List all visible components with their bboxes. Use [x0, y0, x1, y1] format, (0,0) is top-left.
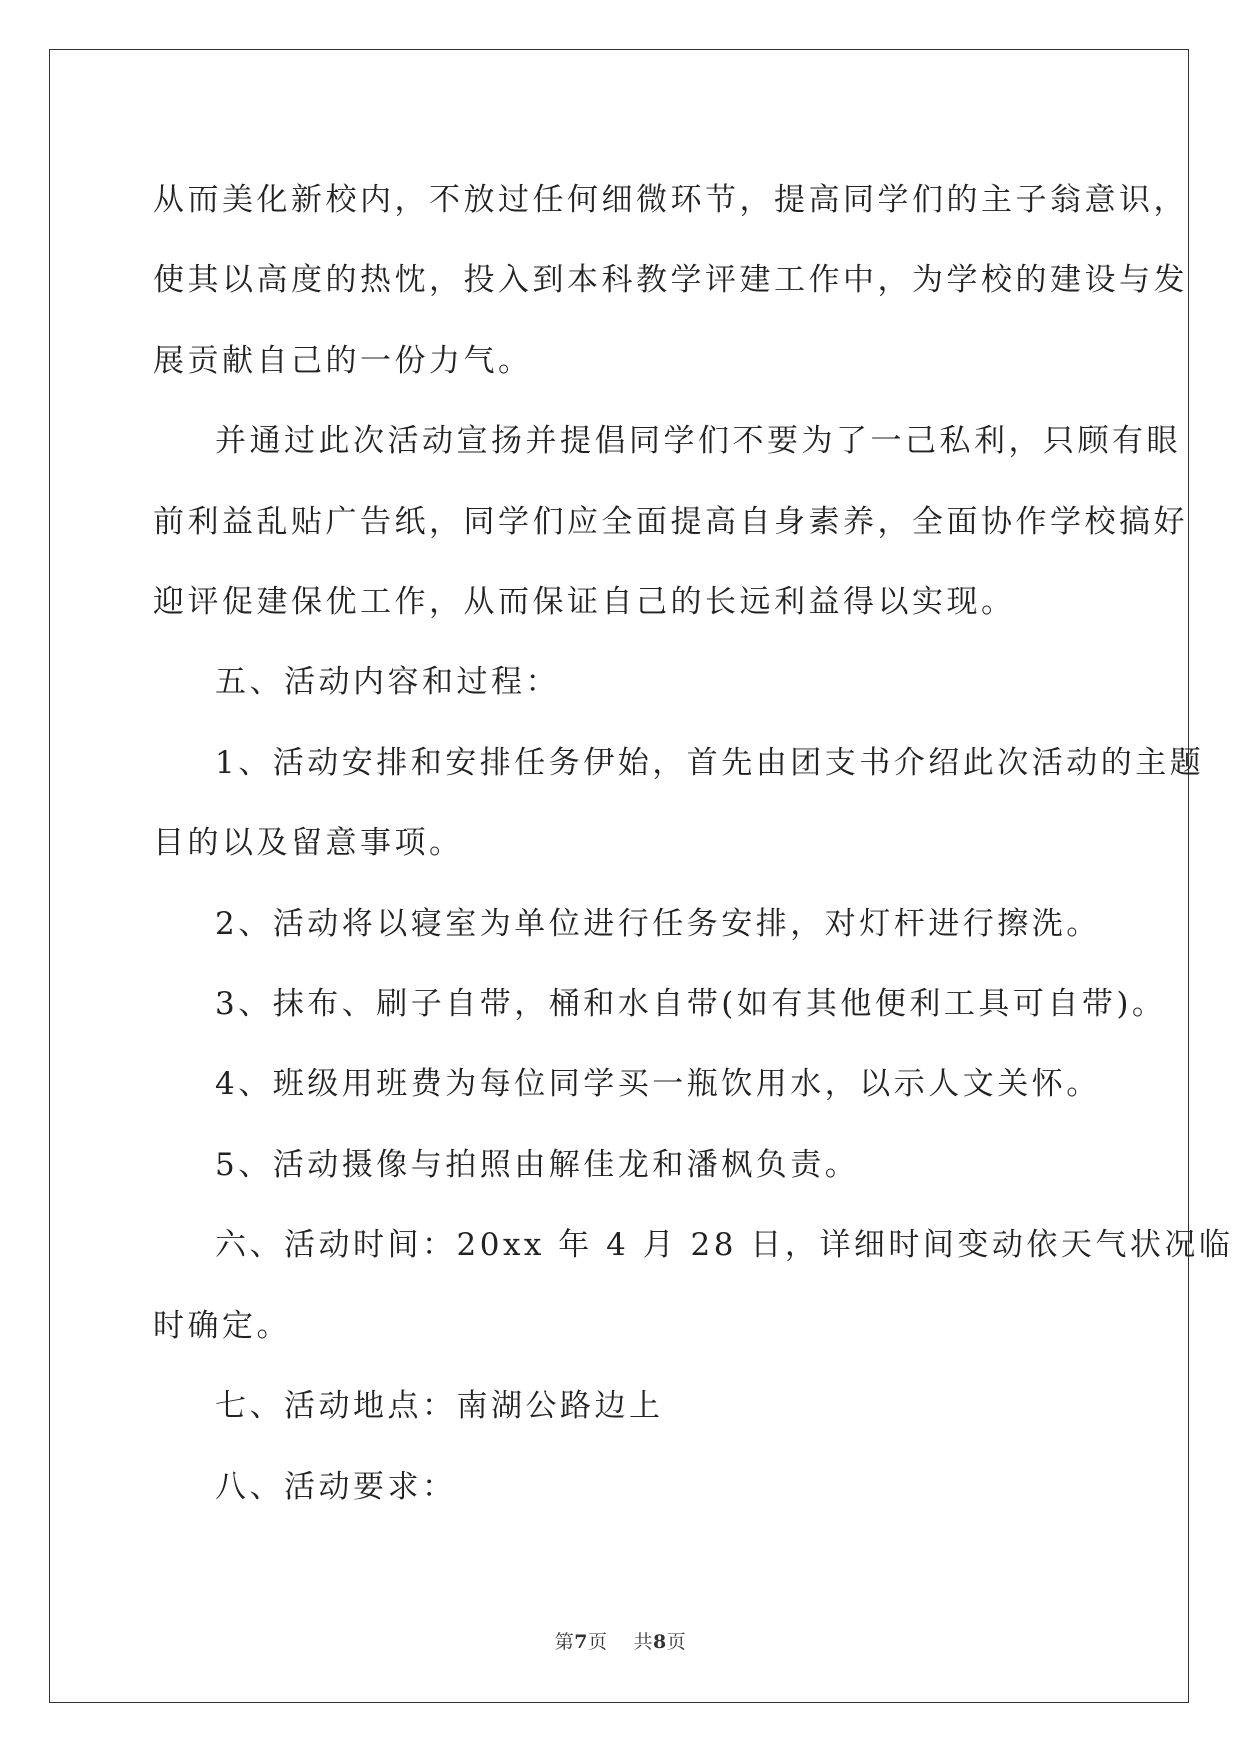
- text-line: 使其以高度的热忱，投入到本科教学评建工作中，为学校的建设与发: [153, 262, 1188, 299]
- paragraph: [153, 642, 1097, 722]
- paragraph: [153, 160, 1188, 401]
- paragraph: [153, 1044, 1101, 1124]
- paragraph: [153, 1205, 1234, 1366]
- text-line: 1、活动安排和安排任务伊始，首先由团支书介绍此次活动的主题: [215, 744, 1205, 781]
- text-line: 2、活动将以寝室为单位进行任务安排，对灯杆进行擦洗。: [215, 905, 1101, 942]
- text-line: 展贡献自己的一份力气。: [153, 342, 533, 379]
- text-line: 并通过此次活动宣扬并提倡同学们不要为了一己私利，只顾有眼: [215, 423, 1181, 460]
- text-line: 5、活动摄像与拍照由解佳龙和潘枫负责。: [215, 1146, 860, 1183]
- paragraph: [153, 1447, 1097, 1527]
- paragraph: [153, 401, 1188, 642]
- text-line: 4、班级用班费为每位同学买一瓶饮用水，以示人文关怀。: [215, 1066, 1101, 1103]
- paragraph: [153, 1366, 1097, 1446]
- paragraph: [153, 723, 1205, 884]
- text-line: 五、活动内容和过程：: [215, 664, 560, 701]
- text-line: 迎评促建保优工作，从而保证自己的长远利益得以实现。: [153, 584, 1016, 621]
- text-line: 目的以及留意事项。: [153, 825, 464, 862]
- text-line: 七、活动地点：南湖公路边上: [215, 1388, 664, 1425]
- text-line: 3、抹布、刷子自带，桶和水自带(如有其他便利工具可自带)。: [215, 986, 1167, 1023]
- text-line: 时确定。: [153, 1307, 291, 1344]
- page-total: 共8页: [633, 1631, 687, 1653]
- text-line: 六、活动时间：20xx 年 4 月 28 日，详细时间变动依天气状况临: [215, 1227, 1234, 1264]
- paragraph: [153, 964, 1167, 1044]
- text-line: 八、活动要求：: [215, 1468, 457, 1505]
- page-footer: [0, 1627, 1241, 1654]
- paragraph: [153, 884, 1101, 964]
- text-line: 前利益乱贴广告纸，同学们应全面提高自身素养，全面协作学校搞好: [153, 503, 1188, 540]
- page-number: 第7页: [554, 1631, 608, 1653]
- paragraph: [153, 1125, 1097, 1205]
- document-body: [153, 160, 1234, 1527]
- text-line: 从而美化新校内，不放过任何细微环节，提高同学们的主子翁意识，: [153, 182, 1188, 218]
